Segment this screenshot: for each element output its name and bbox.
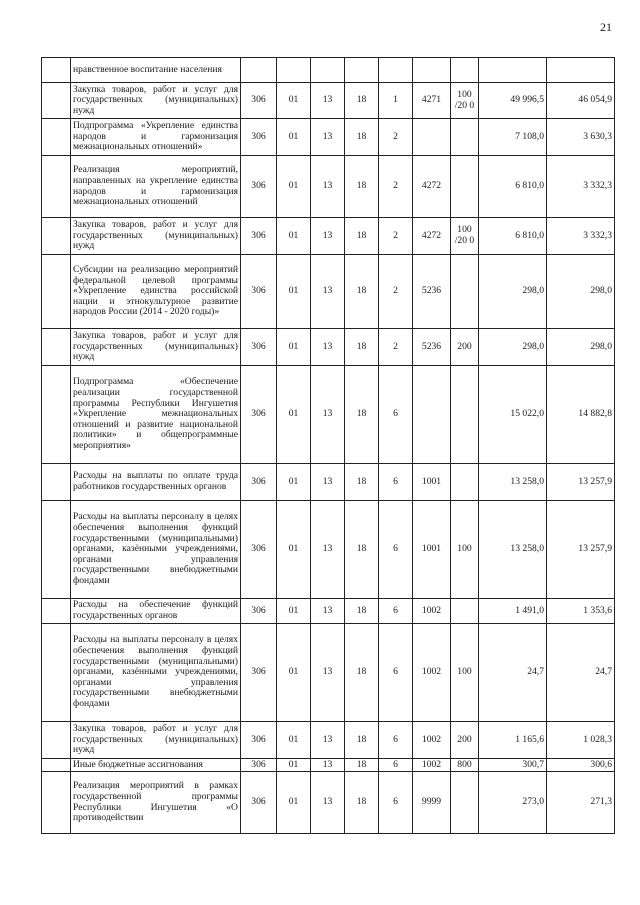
table-row — [42, 218, 615, 255]
item-name-cell: Закупка товаров, работ и услуг для государственных (муниципальных) нужд — [71, 722, 241, 759]
expense-type-cell: 200 — [451, 329, 479, 366]
program-code-cell: 18 — [345, 119, 379, 156]
item-name-cell: Расходы на выплаты персоналу в целях обеспечения выполнения функций государственными (муниципальными) органами, казёнными учреждениями, органами управления государственными внебюджетными фондами — [71, 501, 241, 599]
expense-type-cell: 100 /20 0 — [451, 83, 479, 119]
table-row — [42, 255, 615, 329]
amount-1-cell: 273,0 — [479, 772, 547, 834]
ministry-code-cell: 306 — [241, 722, 277, 759]
section-code-cell: 01 — [277, 83, 311, 119]
subprogram-code-cell: 6 — [379, 624, 413, 722]
expense-type-cell — [451, 366, 479, 464]
amount-1-cell: 49 996,5 — [479, 83, 547, 119]
amount-2-cell — [547, 58, 615, 83]
ministry-code-cell: 306 — [241, 255, 277, 329]
amount-1-cell: 1 165,6 — [479, 722, 547, 759]
ministry-code-cell: 306 — [241, 119, 277, 156]
table-row — [42, 366, 615, 464]
blank-cell — [42, 366, 71, 464]
item-name-cell: Закупка товаров, работ и услуг для государственных (муниципальных) нужд — [71, 218, 241, 255]
subsection-code-cell: 13 — [311, 722, 345, 759]
subprogram-code-cell: 2 — [379, 218, 413, 255]
program-code-cell: 18 — [345, 329, 379, 366]
program-code-cell — [345, 58, 379, 83]
budget-table — [41, 57, 615, 834]
section-code-cell: 01 — [277, 329, 311, 366]
expense-type-cell: 800 — [451, 759, 479, 772]
expense-type-cell — [451, 599, 479, 624]
amount-1-cell — [479, 58, 547, 83]
ministry-code-cell: 306 — [241, 156, 277, 218]
item-name-cell: Субсидии на реализацию мероприятий федеральной целевой программы «Укрепление единства российской нации и этнокультурное развитие народов России (2014 - 2020 годы)» — [71, 255, 241, 329]
section-code-cell: 01 — [277, 218, 311, 255]
program-code-cell: 18 — [345, 501, 379, 599]
ministry-code-cell: 306 — [241, 218, 277, 255]
item-name-cell: Подпрограмма «Укрепление единства народов и гармонизация межнациональных отношений» — [71, 119, 241, 156]
ministry-code-cell — [241, 58, 277, 83]
table-row — [42, 772, 615, 834]
program-code-cell: 18 — [345, 156, 379, 218]
subprogram-code-cell: 6 — [379, 772, 413, 834]
subsection-code-cell: 13 — [311, 218, 345, 255]
section-code-cell: 01 — [277, 759, 311, 772]
item-name-cell: Закупка товаров, работ и услуг для государственных (муниципальных) нужд — [71, 83, 241, 119]
subsection-code-cell — [311, 58, 345, 83]
blank-cell — [42, 156, 71, 218]
program-code-cell: 18 — [345, 464, 379, 501]
subprogram-code-cell: 6 — [379, 599, 413, 624]
amount-2-cell: 298,0 — [547, 329, 615, 366]
item-name-cell: нравственное воспитание населения — [71, 58, 241, 83]
ministry-code-cell: 306 — [241, 83, 277, 119]
blank-cell — [42, 58, 71, 83]
section-code-cell: 01 — [277, 255, 311, 329]
amount-1-cell: 13 258,0 — [479, 501, 547, 599]
item-name-cell: Расходы на выплаты персоналу в целях обеспечения выполнения функций государственными (муниципальными) органами, казёнными учреждениями, органами управления государственными внебюджетными фондами — [71, 624, 241, 722]
amount-1-cell: 298,0 — [479, 255, 547, 329]
subsection-code-cell: 13 — [311, 772, 345, 834]
subsection-code-cell: 13 — [311, 464, 345, 501]
item-name-cell: Подпрограмма «Обеспечение реализации государственной программы Республики Ингушетия «Укрепление межнациональных отношений и развитие национальной политики» и общепрограммные мероприятия» — [71, 366, 241, 464]
expense-type-cell: 100 — [451, 501, 479, 599]
amount-2-cell: 3 332,3 — [547, 156, 615, 218]
ministry-code-cell: 306 — [241, 624, 277, 722]
table-row — [42, 58, 615, 83]
program-code-cell: 18 — [345, 366, 379, 464]
subsection-code-cell: 13 — [311, 83, 345, 119]
table-row — [42, 156, 615, 218]
expense-type-cell — [451, 772, 479, 834]
program-code-cell: 18 — [345, 255, 379, 329]
table-row — [42, 464, 615, 501]
blank-cell — [42, 83, 71, 119]
program-code-cell: 18 — [345, 722, 379, 759]
amount-1-cell: 7 108,0 — [479, 119, 547, 156]
blank-cell — [42, 772, 71, 834]
direction-code-cell: 4272 — [413, 156, 451, 218]
expense-type-cell — [451, 58, 479, 83]
program-code-cell: 18 — [345, 772, 379, 834]
item-name-cell: Иные бюджетные ассигнования — [71, 759, 241, 772]
expense-type-cell — [451, 464, 479, 501]
subsection-code-cell: 13 — [311, 501, 345, 599]
amount-2-cell: 271,3 — [547, 772, 615, 834]
subprogram-code-cell: 2 — [379, 255, 413, 329]
program-code-cell: 18 — [345, 759, 379, 772]
expense-type-cell — [451, 119, 479, 156]
section-code-cell: 01 — [277, 119, 311, 156]
expense-type-cell: 100 /20 0 — [451, 218, 479, 255]
amount-1-cell: 298,0 — [479, 329, 547, 366]
blank-cell — [42, 624, 71, 722]
blank-cell — [42, 119, 71, 156]
amount-2-cell: 298,0 — [547, 255, 615, 329]
direction-code-cell: 1001 — [413, 464, 451, 501]
blank-cell — [42, 759, 71, 772]
subprogram-code-cell: 2 — [379, 119, 413, 156]
direction-code-cell: 5236 — [413, 329, 451, 366]
blank-cell — [42, 464, 71, 501]
budget-table-body — [42, 58, 615, 834]
direction-code-cell: 1002 — [413, 599, 451, 624]
section-code-cell: 01 — [277, 624, 311, 722]
subsection-code-cell: 13 — [311, 119, 345, 156]
amount-2-cell: 13 257,9 — [547, 501, 615, 599]
ministry-code-cell: 306 — [241, 772, 277, 834]
blank-cell — [42, 599, 71, 624]
ministry-code-cell: 306 — [241, 366, 277, 464]
amount-1-cell: 300,7 — [479, 759, 547, 772]
amount-2-cell: 13 257,9 — [547, 464, 615, 501]
item-name-cell: Реализация мероприятий в рамках государственной программы Республики Ингушетия «О противодействии — [71, 772, 241, 834]
direction-code-cell — [413, 58, 451, 83]
amount-2-cell: 14 882,8 — [547, 366, 615, 464]
blank-cell — [42, 218, 71, 255]
section-code-cell: 01 — [277, 464, 311, 501]
table-row — [42, 83, 615, 119]
amount-1-cell: 15 022,0 — [479, 366, 547, 464]
amount-1-cell: 1 491,0 — [479, 599, 547, 624]
subsection-code-cell: 13 — [311, 156, 345, 218]
direction-code-cell: 1002 — [413, 759, 451, 772]
table-row — [42, 329, 615, 366]
section-code-cell: 01 — [277, 156, 311, 218]
expense-type-cell — [451, 255, 479, 329]
subsection-code-cell: 13 — [311, 759, 345, 772]
direction-code-cell: 4271 — [413, 83, 451, 119]
ministry-code-cell: 306 — [241, 464, 277, 501]
amount-2-cell: 24,7 — [547, 624, 615, 722]
table-row — [42, 722, 615, 759]
section-code-cell: 01 — [277, 366, 311, 464]
program-code-cell: 18 — [345, 218, 379, 255]
amount-2-cell: 1 353,6 — [547, 599, 615, 624]
subprogram-code-cell — [379, 58, 413, 83]
item-name-cell: Расходы на выплаты по оплате труда работников государственных органов — [71, 464, 241, 501]
direction-code-cell — [413, 119, 451, 156]
subsection-code-cell: 13 — [311, 624, 345, 722]
section-code-cell: 01 — [277, 772, 311, 834]
amount-2-cell: 3 332,3 — [547, 218, 615, 255]
ministry-code-cell: 306 — [241, 329, 277, 366]
direction-code-cell: 9999 — [413, 772, 451, 834]
expense-type-cell: 100 — [451, 624, 479, 722]
direction-code-cell: 1002 — [413, 722, 451, 759]
direction-code-cell: 5236 — [413, 255, 451, 329]
subsection-code-cell: 13 — [311, 329, 345, 366]
amount-2-cell: 46 054,9 — [547, 83, 615, 119]
direction-code-cell: 1002 — [413, 624, 451, 722]
subsection-code-cell: 13 — [311, 255, 345, 329]
direction-code-cell: 1001 — [413, 501, 451, 599]
program-code-cell: 18 — [345, 83, 379, 119]
subprogram-code-cell: 1 — [379, 83, 413, 119]
direction-code-cell — [413, 366, 451, 464]
section-code-cell: 01 — [277, 722, 311, 759]
item-name-cell: Реализация мероприятий, направленных на укрепление единства народов и гармонизация межнациональных отношений — [71, 156, 241, 218]
program-code-cell: 18 — [345, 599, 379, 624]
subprogram-code-cell: 6 — [379, 501, 413, 599]
ministry-code-cell: 306 — [241, 599, 277, 624]
amount-1-cell: 24,7 — [479, 624, 547, 722]
table-row — [42, 119, 615, 156]
amount-2-cell: 3 630,3 — [547, 119, 615, 156]
amount-2-cell: 300,6 — [547, 759, 615, 772]
page-number: 21 — [600, 20, 612, 34]
subprogram-code-cell: 2 — [379, 329, 413, 366]
subprogram-code-cell: 6 — [379, 722, 413, 759]
amount-1-cell: 6 810,0 — [479, 218, 547, 255]
amount-1-cell: 13 258,0 — [479, 464, 547, 501]
ministry-code-cell: 306 — [241, 759, 277, 772]
subprogram-code-cell: 6 — [379, 464, 413, 501]
item-name-cell: Расходы на обеспечение функций государственных органов — [71, 599, 241, 624]
blank-cell — [42, 501, 71, 599]
item-name-cell: Закупка товаров, работ и услуг для государственных (муниципальных) нужд — [71, 329, 241, 366]
expense-type-cell — [451, 156, 479, 218]
table-row — [42, 624, 615, 722]
blank-cell — [42, 329, 71, 366]
table-row — [42, 501, 615, 599]
subsection-code-cell: 13 — [311, 599, 345, 624]
table-row — [42, 599, 615, 624]
amount-2-cell: 1 028,3 — [547, 722, 615, 759]
program-code-cell: 18 — [345, 624, 379, 722]
table-row — [42, 759, 615, 772]
section-code-cell — [277, 58, 311, 83]
subsection-code-cell: 13 — [311, 366, 345, 464]
section-code-cell: 01 — [277, 501, 311, 599]
ministry-code-cell: 306 — [241, 501, 277, 599]
expense-type-cell: 200 — [451, 722, 479, 759]
blank-cell — [42, 255, 71, 329]
section-code-cell: 01 — [277, 599, 311, 624]
subprogram-code-cell: 2 — [379, 156, 413, 218]
amount-1-cell: 6 810,0 — [479, 156, 547, 218]
subprogram-code-cell: 6 — [379, 366, 413, 464]
subprogram-code-cell: 6 — [379, 759, 413, 772]
blank-cell — [42, 722, 71, 759]
direction-code-cell: 4272 — [413, 218, 451, 255]
